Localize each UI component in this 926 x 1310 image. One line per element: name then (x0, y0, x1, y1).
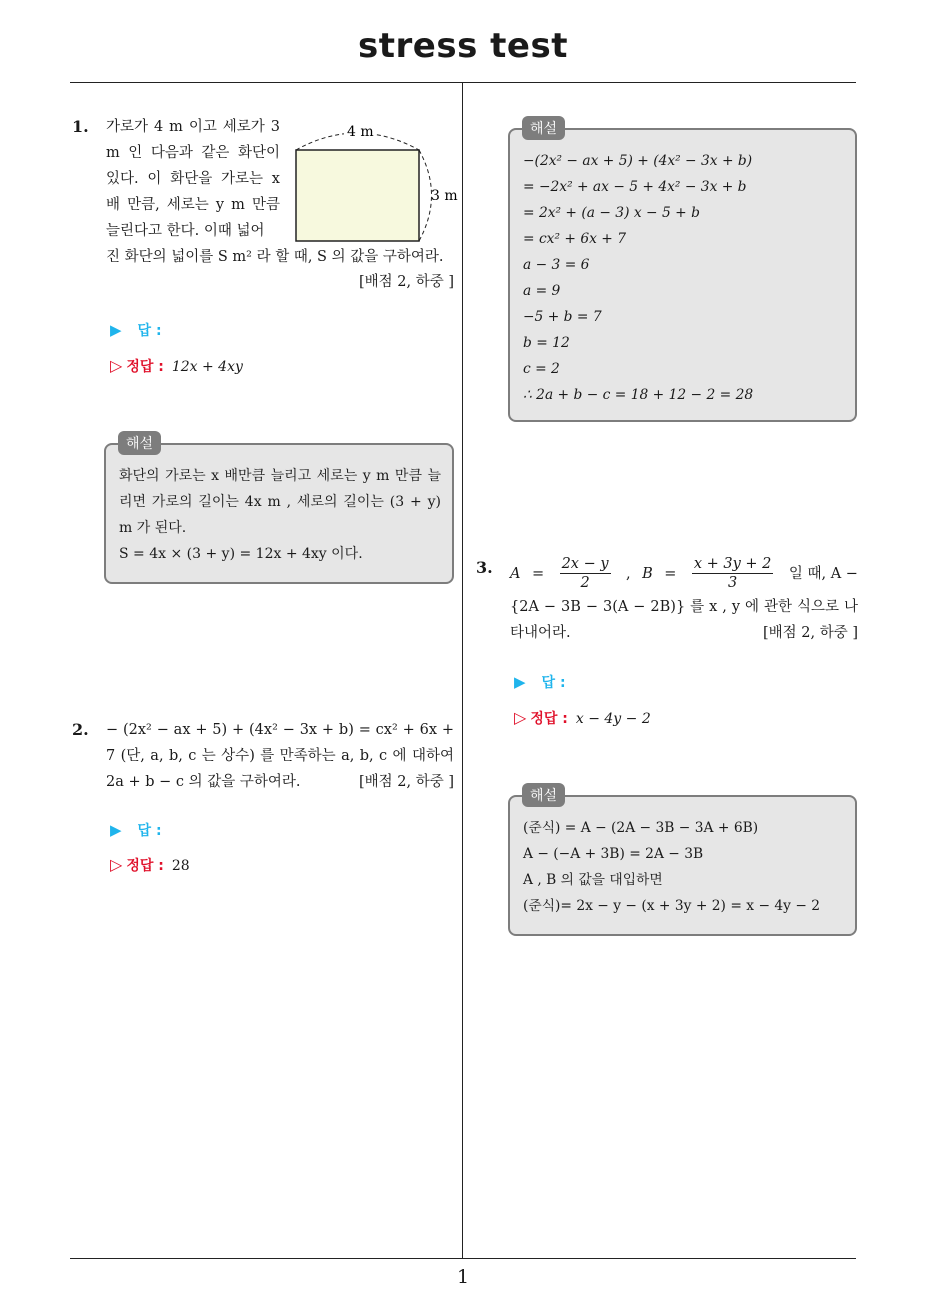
q1-text-part1: 가로가 4 m 이고 세로가 3 m 인 다음과 같은 화단이 있다. 이 화단을 가로는 x 배 만큼, 세로는 y m 만큼 늘린다고 한다. 이때 넓어 (106, 119, 280, 239)
q2-score: [배점 2, 하중 ] (358, 774, 454, 790)
q3-correct: ▷ 정답 : x − 4y − 2 (514, 708, 651, 727)
q1-text-part2: 진 화단의 넓이를 S m² 라 할 때, S 의 값을 구하여라. (106, 249, 444, 265)
q3-explanation-line: (준식)= 2x − y − (x + 3y + 2) = x − 4y − 2 (523, 898, 821, 914)
q3-explanation-line: A − (−A + 3B) = 2A − 3B (523, 846, 704, 862)
q2-explanation-line: a − 3 = 6 (523, 257, 590, 273)
q3-var-b: B (642, 565, 653, 582)
width-label: 4 m (347, 124, 374, 140)
q3-text-rest2: {2A − 3B − 3(A − 2B)} 를 x , y 에 관한 식으로 나타내어라. (510, 599, 858, 641)
q2-correct: ▷ 정답 : 28 (110, 855, 190, 874)
q2-explanation-line: ∴ 2a + b − c = 18 + 12 − 2 = 28 (523, 387, 754, 403)
triangle-outline-icon: ▷ (514, 708, 527, 727)
garden-rectangle (296, 150, 419, 241)
play-icon: ▶ (110, 821, 122, 839)
q2-explanation-line: = 2x² + (a − 3) x − 5 + b (523, 205, 700, 221)
q2-explanation-line: = cx² + 6x + 7 (523, 231, 626, 247)
q3-explanation-line: A , B 의 값을 대입하면 (523, 872, 663, 888)
page-number: 1 (456, 1266, 470, 1288)
q1-garden-figure (284, 118, 464, 248)
q2-text: − (2x² − ax + 5) + (4x² − 3x + b) = cx² + 6x + 7 (단, a, b, c 는 상수) 를 만족하는 a, b, c 에 대하여 2a + b − c 의 값을 구하여라. (106, 722, 454, 790)
q2-answer[interactable]: ▶ 답 : (110, 821, 162, 839)
q1-answer[interactable]: ▶ 답 : (110, 321, 162, 339)
explanation-tag: 해설 (522, 116, 565, 140)
explanation-tag: 해설 (522, 783, 565, 807)
q1-explanation-line: 화단의 가로는 x 배만큼 늘리고 세로는 y m 만큼 늘리면 가로의 길이는 4x m , 세로의 길이는 (3 + y) m 가 된다. (119, 468, 441, 536)
q3-explanation-box (508, 788, 857, 936)
footer-rule (70, 1258, 856, 1259)
column-divider (462, 83, 463, 1258)
q2-explanation-line: = −2x² + ax − 5 + 4x² − 3x + b (523, 179, 747, 195)
q2-explanation-line: −(2x² − ax + 5) + (4x² − 3x + b) (523, 153, 753, 169)
q2-number: 2. (72, 720, 89, 739)
height-label: 3 m (431, 188, 458, 204)
q1-score: [배점 2, 하중 ] (358, 274, 454, 290)
q3-explanation-line: (준식) = A − (2A − 3B − 3A + 6B) (523, 820, 759, 836)
play-icon: ▶ (514, 673, 526, 691)
q3-fraction-a: $\frac{2x - y}{2}$ (561, 556, 609, 591)
q3-var-a: A (510, 565, 521, 582)
q2-explanation-line: a = 9 (523, 283, 561, 299)
triangle-outline-icon: ▷ (110, 855, 123, 874)
q2-explanation-line: −5 + b = 7 (523, 309, 602, 325)
header-rule (70, 82, 856, 83)
q3-text-rest1: 일 때, A − (788, 565, 858, 582)
q1-explanation-line: S = 4x × (3 + y) = 12x + 4xy 이다. (119, 546, 363, 562)
q2-explanation-line: b = 12 (523, 335, 570, 351)
q3-answer[interactable]: ▶ 답 : (514, 673, 566, 691)
page-title: stress test (358, 26, 568, 66)
q2-explanation-box (508, 121, 857, 422)
q2-explanation-line: c = 2 (523, 361, 560, 377)
q3-number: 3. (476, 558, 493, 577)
q3-fraction-b: $\frac{x + 3y + 2}{3}$ (693, 556, 772, 591)
q1-explanation-box (104, 436, 454, 584)
triangle-outline-icon: ▷ (110, 356, 123, 375)
height-arc (419, 150, 432, 241)
q3-score: [배점 2, 하중 ] (762, 625, 858, 641)
explanation-tag: 해설 (118, 431, 161, 455)
q1-number: 1. (72, 117, 89, 136)
q1-correct: ▷ 정답 : 12x + 4xy (110, 356, 243, 375)
play-icon: ▶ (110, 321, 122, 339)
